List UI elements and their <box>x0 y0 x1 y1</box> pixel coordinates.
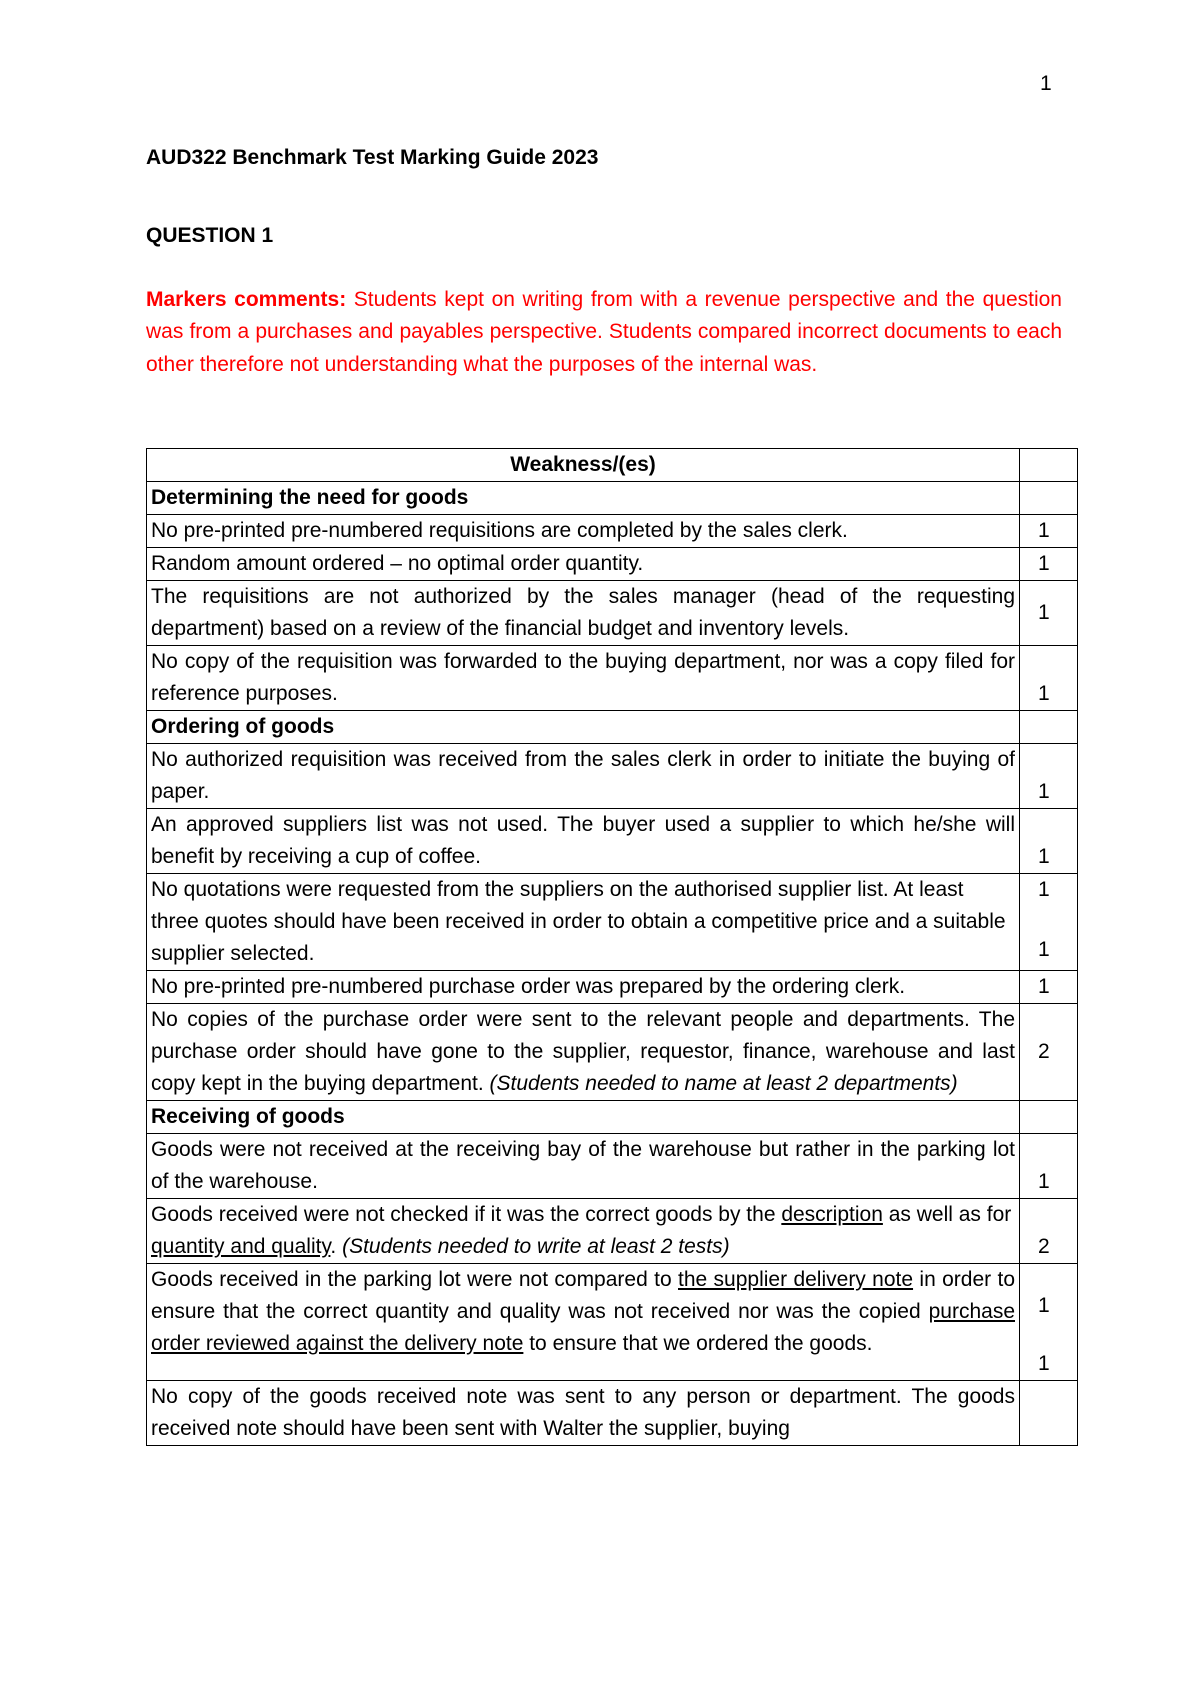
underlined-text: quantity and quality <box>151 1235 331 1258</box>
table-row <box>147 1134 1078 1199</box>
weakness-text: No copy of the goods received note was sent to any person or department. The goods received note should have been sent with Walter the supplier, buying <box>147 1381 1020 1446</box>
table-row <box>147 1264 1078 1381</box>
table-row <box>147 809 1078 874</box>
weakness-text: Goods received in the parking lot were not compared to the supplier delivery note in order to ensure that the correct quantity and quality was not received nor was the copied purchase order reviewed against the delivery note to ensure that we ordered the goods. <box>147 1264 1020 1381</box>
section-ordering: Ordering of goods <box>147 711 1020 744</box>
mark-a: 1 <box>1038 1294 1050 1317</box>
weakness-text: No copy of the requisition was forwarded to the buying department, nor was a copy filed for reference purposes. <box>147 646 1020 711</box>
page-number: 1 <box>1040 72 1052 95</box>
weakness-header: Weakness/(es) <box>147 449 1020 482</box>
section-receiving: Receiving of goods <box>147 1101 1020 1134</box>
table-row <box>147 515 1078 548</box>
marking-table <box>146 448 1078 1446</box>
markers-comment-label: Markers comments: <box>146 288 347 311</box>
table-row <box>147 581 1078 646</box>
mark <box>1020 874 1078 971</box>
mark: 1 <box>1020 548 1078 581</box>
mark <box>1020 1264 1078 1381</box>
mark: 1 <box>1020 971 1078 1004</box>
weakness-text: No pre-printed pre-numbered purchase order was prepared by the ordering clerk. <box>147 971 1020 1004</box>
mark: 1 <box>1020 744 1078 809</box>
weakness-text: No authorized requisition was received from the sales clerk in order to initiate the buying of paper. <box>147 744 1020 809</box>
weakness-text <box>147 1004 1020 1101</box>
mark: 1 <box>1020 809 1078 874</box>
weakness-text: The requisitions are not authorized by the sales manager (head of the requesting department) based on a review of the financial budget and inventory levels. <box>147 581 1020 646</box>
section-row <box>147 1101 1078 1134</box>
table-row <box>147 874 1078 971</box>
mark-b: 1 <box>1038 1352 1050 1375</box>
table-row <box>147 646 1078 711</box>
weakness-text: No quotations were requested from the suppliers on the authorised supplier list. At least three quotes should have been received in order to obtain a competitive price and a suitable supplier selected. <box>147 874 1020 971</box>
weakness-text: Goods were not received at the receiving bay of the warehouse but rather in the parking lot of the warehouse. <box>147 1134 1020 1199</box>
section-need: Determining the need for goods <box>147 482 1020 515</box>
question-heading: QUESTION 1 <box>146 224 274 247</box>
underlined-text: the supplier delivery note <box>678 1268 914 1291</box>
mark-b: 1 <box>1038 938 1050 961</box>
mark: 1 <box>1020 646 1078 711</box>
markers-comment <box>146 284 1062 381</box>
table-header-row <box>147 449 1078 482</box>
table-row <box>147 1199 1078 1264</box>
mark-a: 1 <box>1038 878 1050 901</box>
mark: 2 <box>1020 1004 1078 1101</box>
markers-comment-text: Students kept on writing from with a revenue perspective and the question was from a purchases and payables perspective. Students compared incorrect documents to each other therefore not understanding what the purposes of the internal was. <box>146 288 1062 376</box>
mark: 1 <box>1020 1134 1078 1199</box>
table-row <box>147 971 1078 1004</box>
weakness-text: Random amount ordered – no optimal order quantity. <box>147 548 1020 581</box>
table-row <box>147 1381 1078 1446</box>
weakness-text-main: No copies of the purchase order were sent to the relevant people and departments. The purchase order should have gone to the supplier, requestor, finance, warehouse and last copy kept in the buying department. <box>151 1008 1015 1095</box>
weakness-text: Goods received were not checked if it was the correct goods by the description as well as for quantity and quality. (Students needed to write at least 2 tests) <box>147 1199 1020 1264</box>
mark-header <box>1020 449 1078 482</box>
underlined-text: description <box>781 1203 883 1226</box>
section-row <box>147 482 1078 515</box>
mark <box>1020 1381 1078 1446</box>
weakness-note: (Students needed to name at least 2 departments) <box>489 1072 958 1095</box>
weakness-note: (Students needed to write at least 2 tests) <box>342 1235 730 1258</box>
mark: 2 <box>1020 1199 1078 1264</box>
underlined-text: purchase order reviewed against the delivery note <box>151 1300 1015 1355</box>
table-row <box>147 548 1078 581</box>
weakness-text: An approved suppliers list was not used. The buyer used a supplier to which he/she will benefit by receiving a cup of coffee. <box>147 809 1020 874</box>
weakness-text: No pre-printed pre-numbered requisitions are completed by the sales clerk. <box>147 515 1020 548</box>
mark: 1 <box>1020 515 1078 548</box>
table-row <box>147 1004 1078 1101</box>
page-title: AUD322 Benchmark Test Marking Guide 2023 <box>146 146 599 169</box>
section-row <box>147 711 1078 744</box>
table-row <box>147 744 1078 809</box>
mark: 1 <box>1020 581 1078 646</box>
